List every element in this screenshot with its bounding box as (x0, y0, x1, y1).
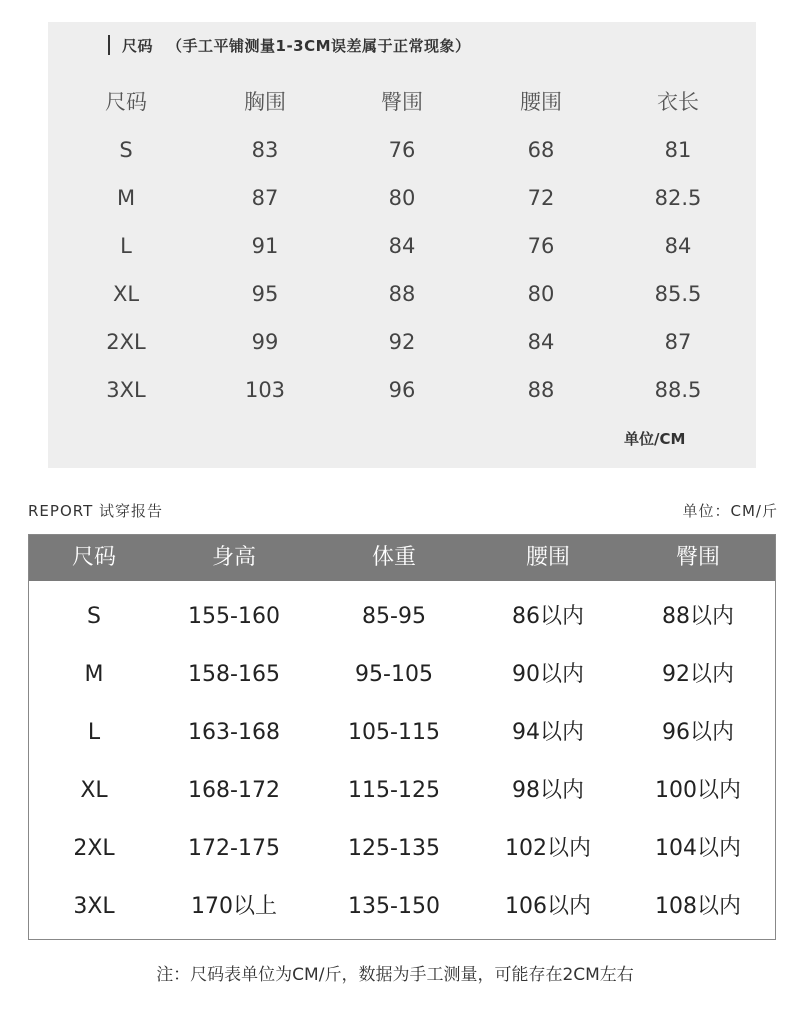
table-cell: 125-135 (348, 836, 440, 861)
header-cell: 尺码 (105, 90, 147, 114)
table-cell: 72 (527, 186, 555, 210)
table-cell: M (84, 662, 104, 687)
table-cell: 84 (664, 234, 692, 258)
table-cell: 94以内 (512, 720, 584, 745)
table-cell: 81 (664, 138, 692, 162)
header-cell: 尺码 (71, 545, 116, 570)
table-cell: 84 (527, 330, 555, 354)
table-cell: 96 (388, 378, 416, 402)
size-chart-unit: 单位/CM (624, 430, 686, 448)
header-cell: 腰围 (520, 90, 562, 114)
table-row (48, 180, 756, 228)
table-cell: 2XL (73, 836, 115, 861)
table-cell: 85-95 (362, 604, 426, 629)
header-cell: 腰围 (525, 545, 570, 570)
table-cell: 76 (388, 138, 416, 162)
header-cell: 身高 (211, 545, 256, 570)
table-row (29, 655, 775, 695)
title-accent-bar (108, 35, 110, 55)
table-row (48, 324, 756, 372)
table-row (29, 713, 775, 753)
table-row (29, 829, 775, 869)
table-cell: S (119, 138, 133, 162)
table-cell: 3XL (106, 378, 146, 402)
size-chart-title-row (108, 35, 471, 56)
table-cell: 87 (664, 330, 692, 354)
table-row (48, 372, 756, 420)
table-cell: 88 (388, 282, 416, 306)
table-cell: 105-115 (348, 720, 440, 745)
table-cell: 163-168 (188, 720, 280, 745)
table-cell: L (120, 234, 132, 258)
table-cell: 99 (251, 330, 279, 354)
table-cell: 158-165 (188, 662, 280, 687)
table-row (29, 597, 775, 637)
size-chart-table (48, 84, 756, 420)
report-header-row (29, 535, 775, 581)
report-table (28, 534, 776, 940)
table-cell: 3XL (73, 894, 115, 919)
table-cell: 85.5 (654, 282, 702, 306)
table-cell: 172-175 (188, 836, 280, 861)
table-cell: XL (80, 778, 108, 803)
table-cell: 88 (527, 378, 555, 402)
table-cell: 68 (527, 138, 555, 162)
header-cell: 胸围 (244, 90, 286, 114)
table-cell: 155-160 (188, 604, 280, 629)
table-cell: 168-172 (188, 778, 280, 803)
table-cell: L (87, 720, 101, 745)
table-cell: 88.5 (654, 378, 702, 402)
table-cell: 106以内 (505, 894, 591, 919)
table-cell: 76 (527, 234, 555, 258)
table-cell: 108以内 (655, 894, 741, 919)
header-cell: 衣长 (657, 90, 699, 114)
size-chart-title: 尺码 (122, 37, 154, 55)
size-chart-header-row (48, 84, 756, 132)
table-row (29, 887, 775, 927)
table-cell: 95 (251, 282, 279, 306)
table-cell: 2XL (106, 330, 146, 354)
table-cell: 80 (527, 282, 555, 306)
table-cell: 102以内 (505, 836, 591, 861)
table-cell: 90以内 (512, 662, 584, 687)
size-chart-panel (48, 22, 756, 468)
footnote: 注：尺码表单位为CM/斤，数据为手工测量，可能存在2CM左右 (156, 965, 634, 985)
table-cell: 86以内 (512, 604, 584, 629)
table-row (48, 276, 756, 324)
report-unit: 单位：CM/斤 (682, 502, 778, 520)
table-row (48, 228, 756, 276)
table-cell: 100以内 (655, 778, 741, 803)
table-cell: XL (112, 282, 140, 306)
table-cell: 83 (251, 138, 279, 162)
table-cell: 92 (388, 330, 416, 354)
table-row (48, 132, 756, 180)
report-title: REPORT 试穿报告 (28, 502, 164, 520)
table-cell: M (116, 186, 136, 210)
table-cell: 80 (388, 186, 416, 210)
table-cell: 115-125 (348, 778, 440, 803)
size-chart-note: （手工平铺测量1-3CM误差属于正常现象） (167, 37, 471, 55)
table-cell: 170以上 (191, 894, 277, 919)
table-cell: 88以内 (662, 604, 734, 629)
header-cell: 臀围 (381, 90, 423, 114)
table-cell: 96以内 (662, 720, 734, 745)
table-cell: 87 (251, 186, 279, 210)
table-cell: 98以内 (512, 778, 584, 803)
table-cell: 92以内 (662, 662, 734, 687)
table-cell: 135-150 (348, 894, 440, 919)
header-cell: 臀围 (675, 545, 720, 570)
table-cell: S (87, 604, 101, 629)
header-cell: 体重 (371, 545, 416, 570)
table-cell: 82.5 (654, 186, 702, 210)
table-cell: 91 (251, 234, 279, 258)
table-row (29, 771, 775, 811)
table-cell: 104以内 (655, 836, 741, 861)
table-cell: 84 (388, 234, 416, 258)
table-cell: 103 (244, 378, 286, 402)
table-cell: 95-105 (355, 662, 433, 687)
